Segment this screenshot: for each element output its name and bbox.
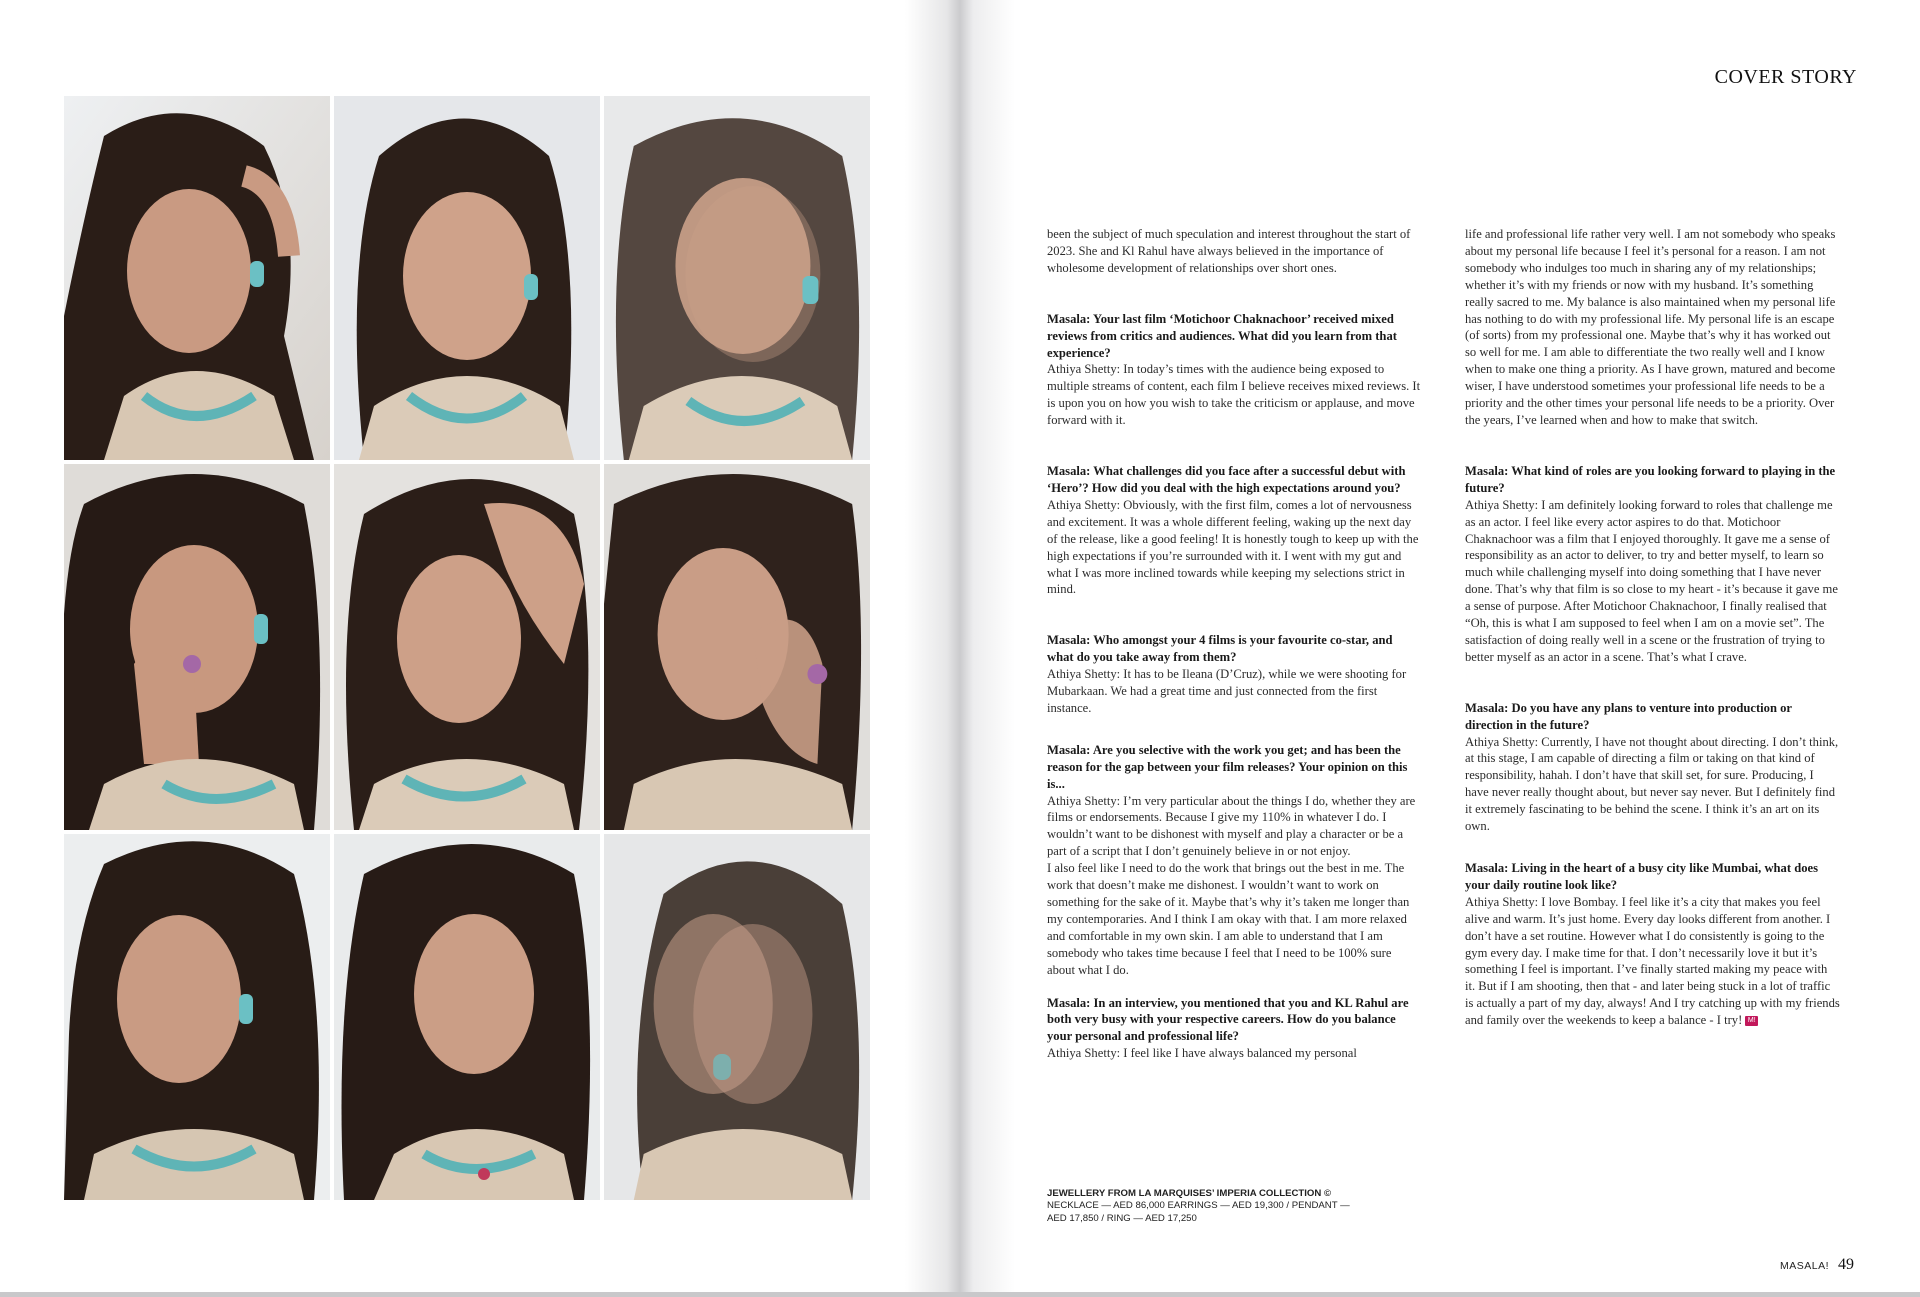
column-lead-text: been the subject of much speculation and interest throughout the start of 2023. She and Kl Rahul have always believed in the importance of wholesome development of relationships over short ones. (1047, 227, 1411, 275)
footer-magazine-name: MASALA! (1780, 1260, 1830, 1272)
end-mark-icon: M! (1745, 1016, 1758, 1026)
answer: Athiya Shetty: Currently, I have not thought about directing. I don’t think, at this stage, I am capable of directing a film or taking on that kind of responsibility, hahah. I don’t have that skill set, for sure. Producing, I have never really thought about, but never say never. But I definitely find it extremely fascinating to be behind the scene. I think it’s an art on its own. (1465, 734, 1839, 834)
left-page (0, 0, 955, 1297)
question: Masala: Do you have any plans to venture into production or direction in the future? (1465, 700, 1792, 732)
question: Masala: Are you selective with the work you get; and has been the reason for the gap between your film releases? Your opinion on this is... (1047, 742, 1408, 791)
photo-6 (604, 464, 870, 830)
answer-continued: I also feel like I need to do the work that brings out the best in me. The work that doesn’t make me dishonest. I wouldn’t want to work on something for the sake of it. Maybe that’s why it’s taken me longer than my contemporaries. And I think I am okay with that. I am more relaxed and comfortable in my own skin. I am able to understand that I am somebody who takes time because I feel that I need to be 100% sure about what I do. (1047, 861, 1410, 977)
jewellery-credits (1047, 1188, 1367, 1225)
page-number: 49 (1838, 1256, 1854, 1273)
photo-4 (64, 464, 330, 830)
question: Masala: Living in the heart of a busy city like Mumbai, what does your daily routine look like? (1465, 861, 1818, 892)
qa-block (1047, 463, 1422, 598)
answer: Athiya Shetty: I feel like I have always balanced my personal (1047, 1046, 1357, 1061)
qa-block (1047, 311, 1422, 429)
answer: Athiya Shetty: I’m very particular about the things I do, whether they are films or endorsements. Because I give my 110% in whatever I do. I wouldn’t want to be dishonest with myself and play a character or be a part of a script that I don’t genuinely believe in or not enjoy. (1047, 793, 1416, 859)
answer: Athiya Shetty: It has to be Ileana (D’Cruz), while we were shooting for Mubarkaan. We had a great time and just connected from the first instance. (1047, 667, 1407, 715)
qa-block (1047, 995, 1422, 1063)
question: Masala: Who amongst your 4 films is your favourite co-star, and what do you take away from them? (1047, 633, 1393, 665)
answer (1465, 894, 1840, 1029)
question: Masala: What kind of roles are you looking forward to playing in the future? (1465, 463, 1836, 495)
qa-block (1465, 700, 1840, 835)
section-label: COVER STORY (1714, 66, 1857, 88)
answer: Athiya Shetty: Obviously, with the first film, comes a lot of nervousness and excitement. It was a whole different feeling, waking up the next day of the release, like a good feeling! It is honestly tough to keep up with the high expectations if you’re surrounded with it. I went with my gut and what I was more inclined towards while keeping my selections strict in mind. (1047, 497, 1419, 597)
photo-8 (334, 834, 600, 1200)
photo-grid (64, 96, 872, 1200)
question: Masala: In an interview, you mentioned that you and KL Rahul are both very busy with your respective careers. How do you balance your personal and professional life? (1047, 995, 1409, 1044)
photo-1 (64, 96, 330, 460)
page-gutter (905, 0, 1015, 1297)
bottom-edge (0, 1292, 1920, 1297)
credits-prices: NECKLACE — AED 86,000 EARRINGS — AED 19,300 / PENDANT — AED 17,850 / RING — AED 17,250 (1047, 1200, 1350, 1224)
qa-block (1465, 860, 1840, 1029)
photo-3 (604, 96, 870, 460)
article-column-right (1465, 226, 1840, 1029)
qa-block (1047, 632, 1422, 717)
article-column-left (1047, 226, 1422, 1062)
answer: Athiya Shetty: I am definitely looking forward to roles that challenge me as an actor. I feel like every actor aspires to do that. Motichoor Chaknachoor was a film that I enjoyed thoroughly. It gave me a sense of responsibility as an actor to deliver, to try and better myself, to learn so much while challenging myself into doing something that I have never done. That’s why that film is so close to my heart - it’s because it gave me a sense of purpose. After Motichoor Chaknachoor, I finally realised that “Oh, this is what I am supposed to feel when I am on a movie set”. The satisfaction of doing really well in a scene or the frustration of trying to better myself as an actor in a scene. That’s what I crave. (1465, 497, 1838, 664)
answer-text: Athiya Shetty: I love Bombay. I feel like it’s a city that makes you feel alive and warm. It’s just home. Every day looks different from another. I don’t have a set routine. However what I do consistently is going to the gym every day. I make time for that. I don’t necessarily love it but it’s something I feel is important. I’ve finally started making my peace with it. But if I am shooting, then that - and later being stuck in a lot of traffic is actually a part of my day, always! And I try catching up with my friends and family over the weekends to keep a balance - I try! (1465, 894, 1840, 1028)
photo-2 (334, 96, 600, 460)
answer: Athiya Shetty: In today’s times with the audience being exposed to multiple streams of content, each film I believe receives mixed reviews. It is upon you on how you wish to take the criticism or applause, and move forward with it. (1047, 362, 1421, 428)
column-lead-text: life and professional life rather very well. I am not somebody who speaks about my personal life because I feel it’s personal for a reason. I am not somebody who indulges too much in sharing any of my relationships; whether it’s with my friends or now with my husband. It’s something really sacred to me. My balance is also maintained when my personal life has nothing to do with my professional life. My personal life is an escape (of sorts) from my professional one. Maybe that’s why it has worked out so well for me. I am able to differentiate the two really well and I know when to make one thing a priority. As I have grown, matured and become wiser, I have understood sometimes your professional life needs to be a priority and the other times your personal life needs to be a priority. Over the years, I’ve learned when and how to make that switch. (1465, 227, 1836, 427)
question: Masala: What challenges did you face after a successful debut with ‘Hero’? How did you deal with the high expectations around you? (1047, 464, 1406, 495)
photo-5 (334, 464, 600, 830)
qa-block (1047, 742, 1422, 979)
credits-title: JEWELLERY FROM LA MARQUISES’ IMPERIA COLLECTION © (1047, 1188, 1332, 1199)
qa-block (1465, 463, 1840, 666)
photo-9 (604, 834, 870, 1200)
photo-7 (64, 834, 330, 1200)
question: Masala: Your last film ‘Motichoor Chaknachoor’ received mixed reviews from critics and audiences. What did you learn from that experience? (1047, 311, 1397, 360)
